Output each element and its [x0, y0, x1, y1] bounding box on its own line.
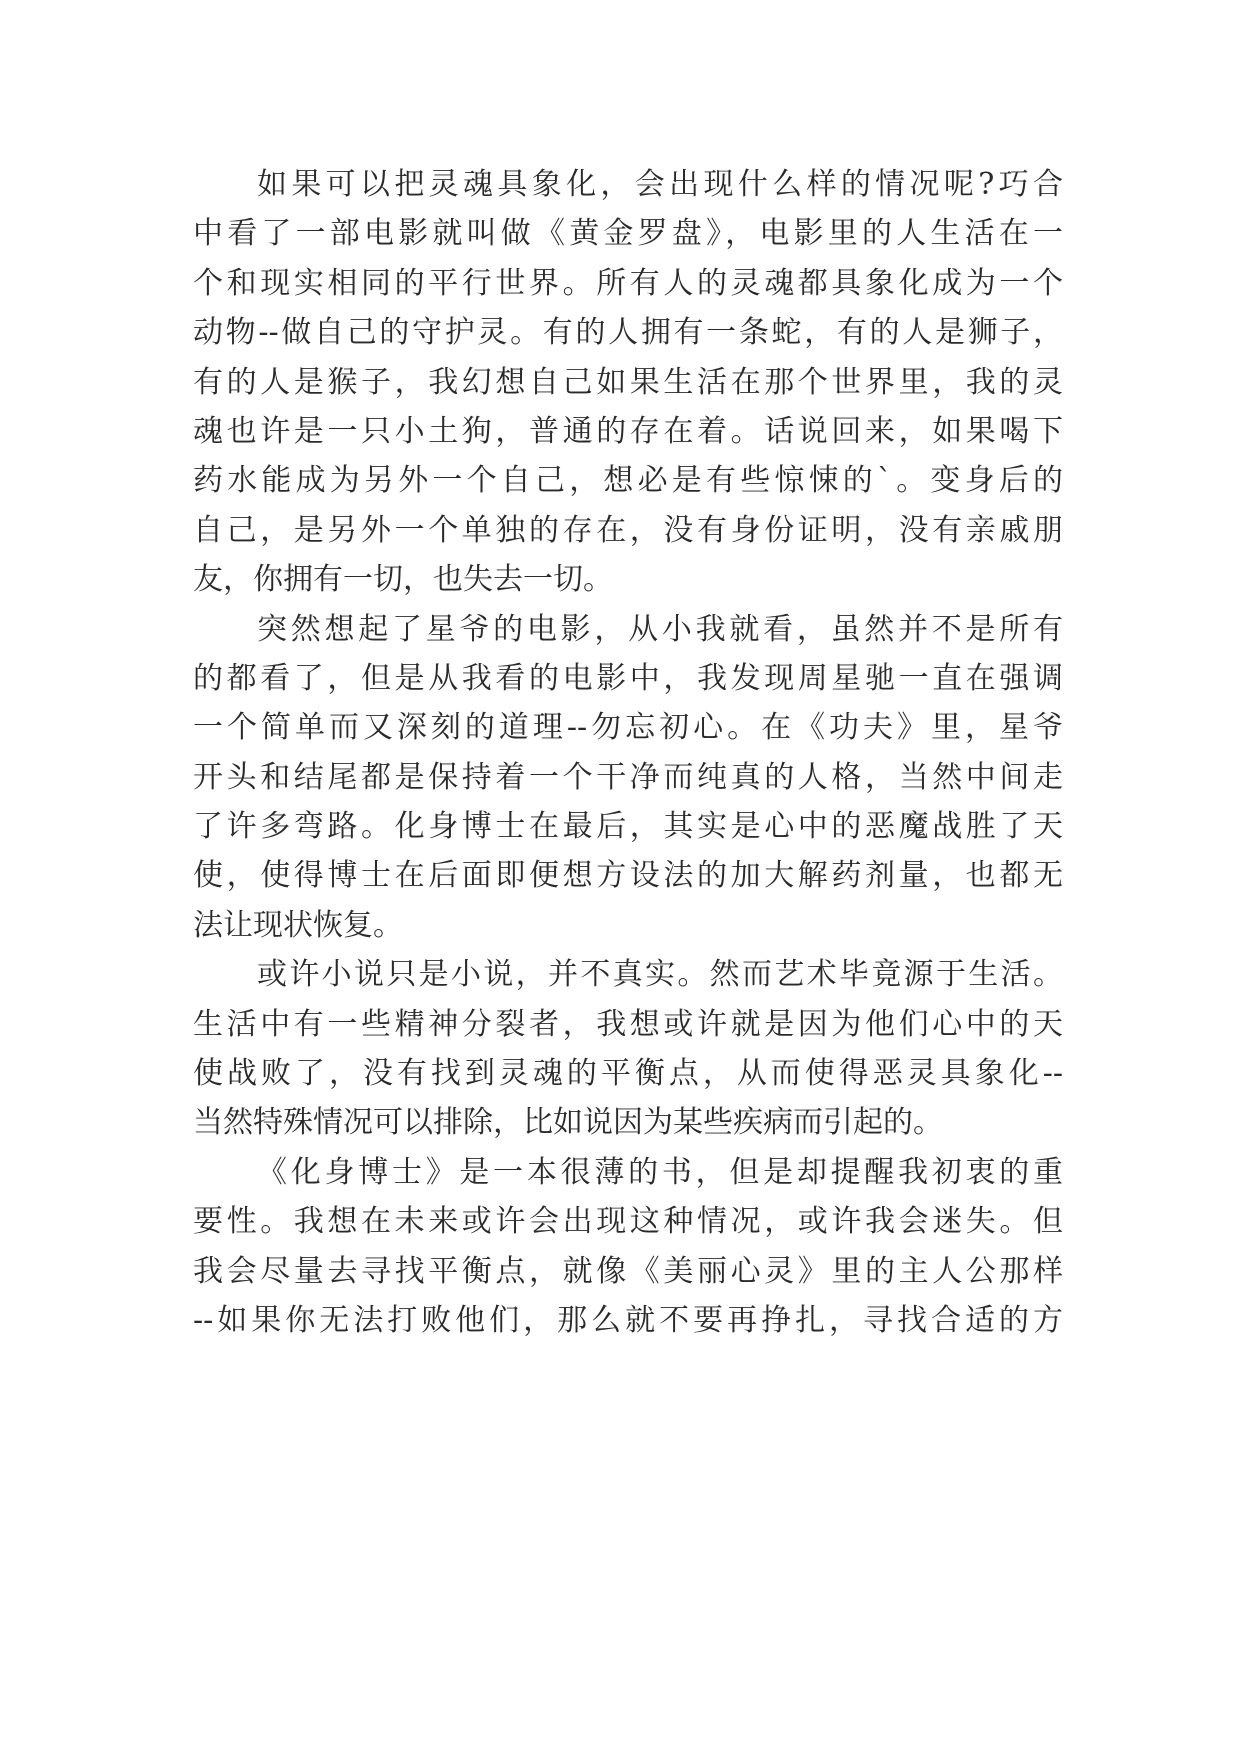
text-line: 生活中有一些精神分裂者，我想或许就是因为他们心中的天: [193, 1006, 1063, 1042]
text-line: 自己，是另外一个单独的存在，没有身份证明，没有亲戚朋: [193, 512, 1063, 548]
text-line: 法让现状恢复。: [193, 907, 403, 943]
text-line: 魂也许是一只小土狗，普通的存在着。话说回来，如果喝下: [193, 413, 1063, 449]
text-line: 当然特殊情况可以排除，比如说因为某些疾病而引起的。: [193, 1105, 943, 1141]
text-line: 或许小说只是小说，并不真实。然而艺术毕竟源于生活。: [257, 957, 1063, 993]
text-line: 了许多弯路。化身博士在最后，其实是心中的恶魔战胜了天: [193, 809, 1063, 845]
text-line: 友，你拥有一切，也失去一切。: [193, 562, 613, 598]
text-line: 《化身博士》是一本很薄的书，但是却提醒我初衷的重: [257, 1154, 1063, 1190]
text-line: 使战败了，没有找到灵魂的平衡点，从而使得恶灵具象化--: [193, 1056, 1063, 1092]
text-line: 有的人是猴子，我幻想自己如果生活在那个世界里，我的灵: [193, 364, 1063, 400]
text-line: 要性。我想在未来或许会出现这种情况，或许我会迷失。但: [193, 1204, 1063, 1240]
text-line: 个和现实相同的平行世界。所有人的灵魂都具象化成为一个: [193, 265, 1063, 301]
text-line: 开头和结尾都是保持着一个干净而纯真的人格，当然中间走: [193, 759, 1063, 795]
text-line: 突然想起了星爷的电影，从小我就看，虽然并不是所有: [257, 611, 1063, 647]
text-line: 如果可以把灵魂具象化，会出现什么样的情况呢?巧合: [257, 167, 1063, 202]
text-line: 我会尽量去寻找平衡点，就像《美丽心灵》里的主人公那样: [193, 1253, 1063, 1289]
text-line: 药水能成为另外一个自己，想必是有些惊悚的`。变身后的: [193, 463, 1063, 499]
text-line: --如果你无法打败他们，那么就不要再挣扎，寻找合适的方: [193, 1302, 1063, 1338]
text-line: 动物--做自己的守护灵。有的人拥有一条蛇，有的人是狮子，: [193, 315, 1063, 351]
text-line: 的都看了，但是从我看的电影中，我发现周星驰一直在强调: [193, 660, 1063, 696]
text-line: 中看了一部电影就叫做《黄金罗盘》，电影里的人生活在一: [193, 216, 1063, 252]
text-line: 一个简单而又深刻的道理--勿忘初心。在《功夫》里，星爷: [193, 710, 1063, 746]
text-line: 使，使得博士在后面即便想方设法的加大解药剂量，也都无: [193, 858, 1063, 894]
document-body: [193, 160, 1063, 1345]
